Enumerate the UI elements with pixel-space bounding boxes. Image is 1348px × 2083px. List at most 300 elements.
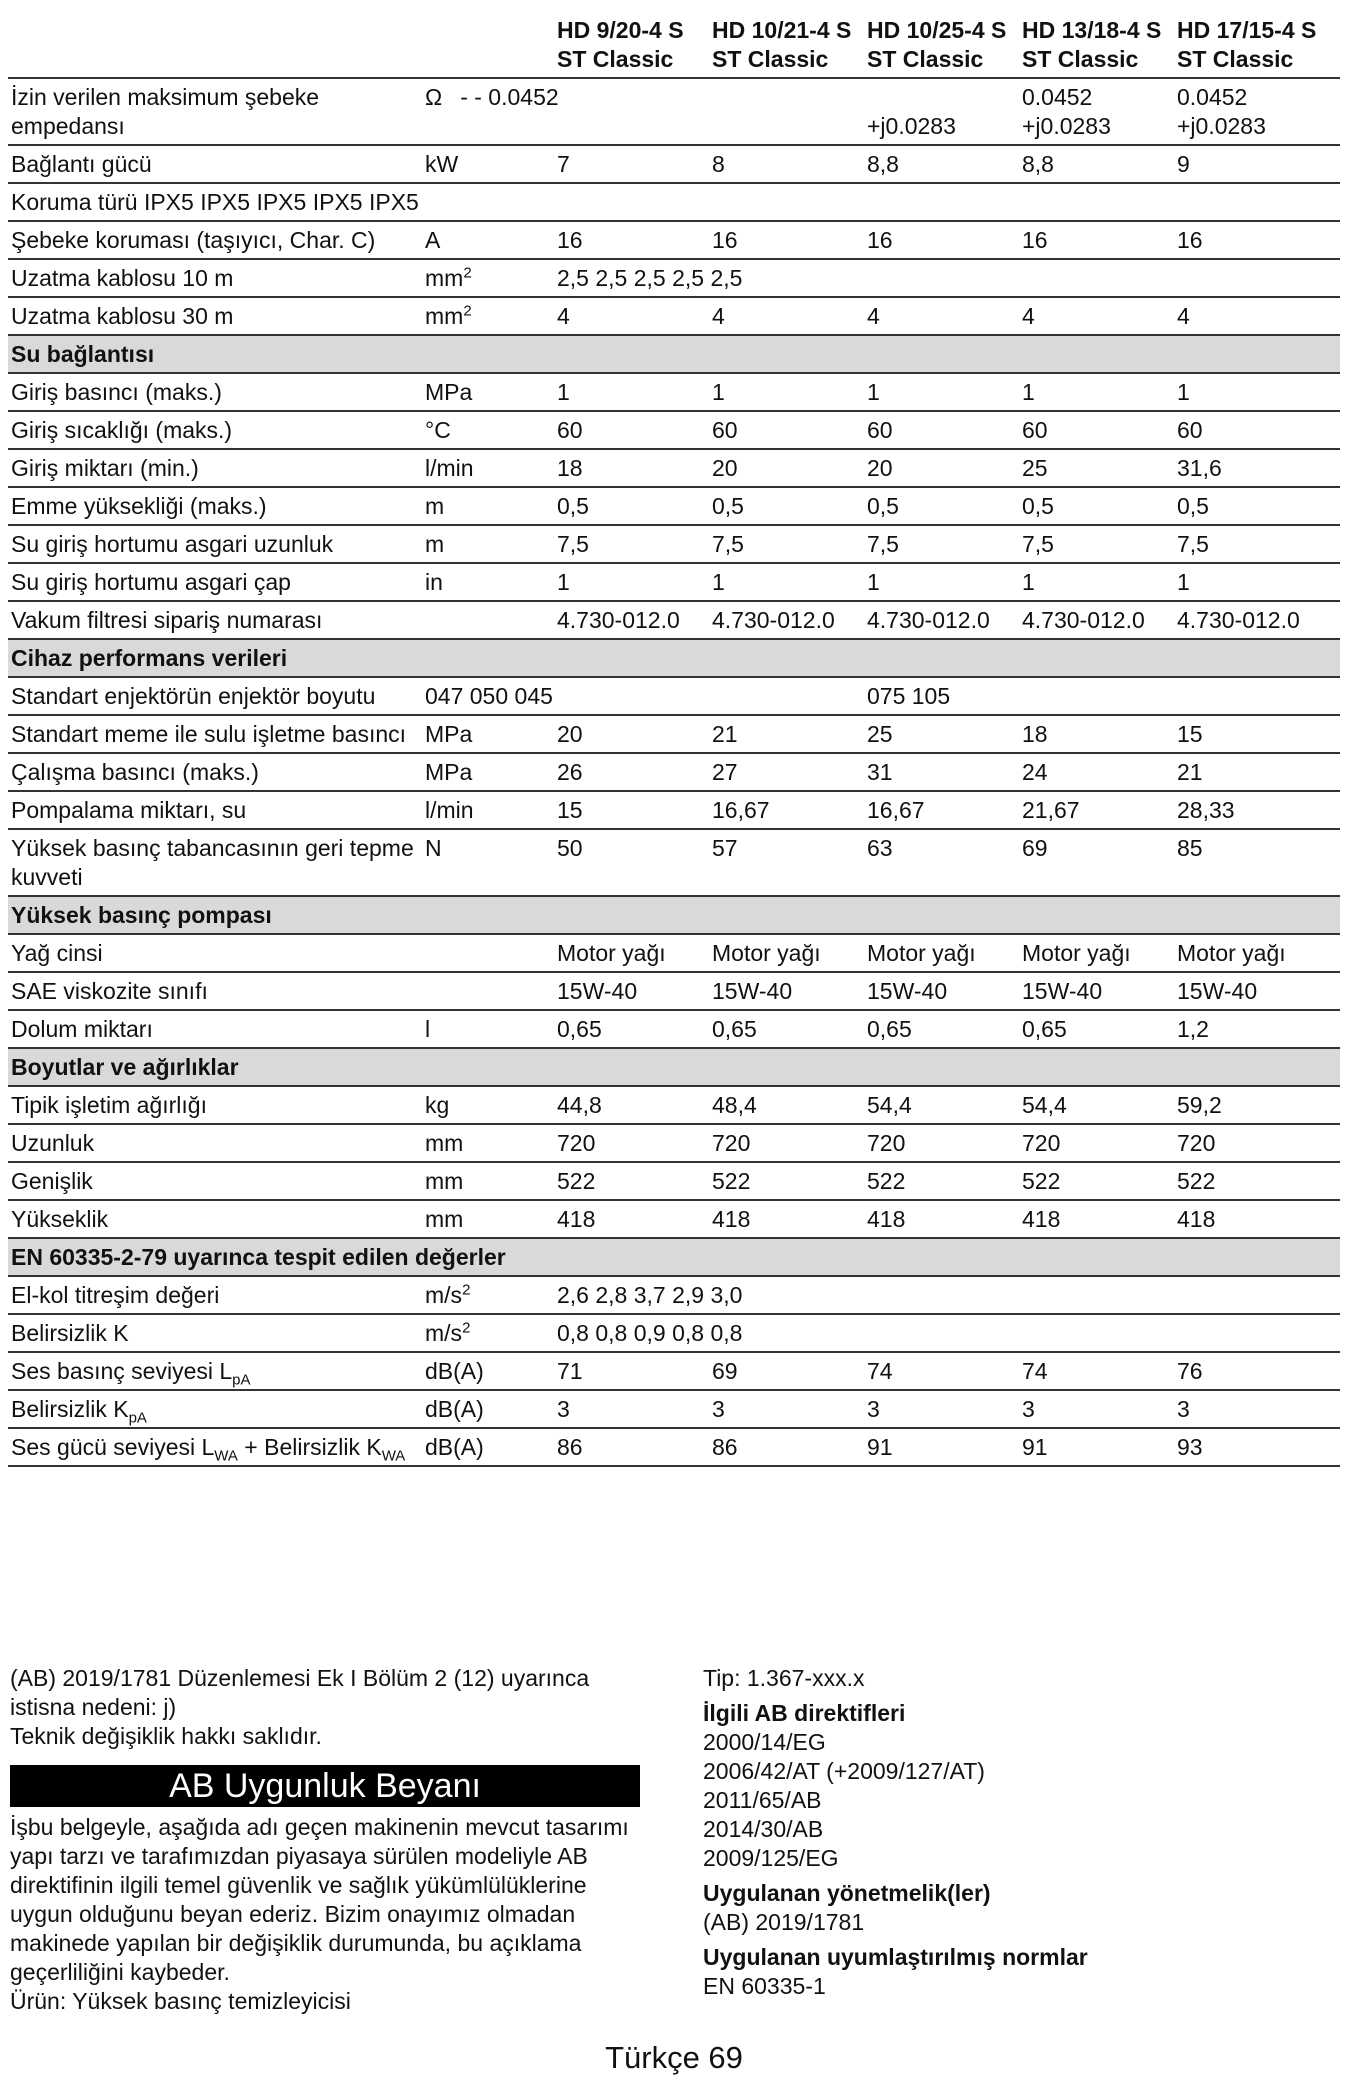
value-cell	[1019, 525, 1174, 563]
row-label-text: İzin verilen maksimum şebeke empedansı	[11, 84, 320, 139]
value-cell	[1019, 1352, 1174, 1390]
table-row	[8, 221, 1340, 259]
row-label	[8, 183, 1340, 221]
value-cell	[554, 934, 709, 972]
value-cell-text: 15W-40	[867, 978, 948, 1004]
row-label-text: Belirsizlik K	[11, 1320, 129, 1346]
value-cell-text: 69	[1022, 835, 1048, 861]
row-label-text: Uzunluk	[11, 1130, 95, 1156]
value-cell	[1019, 1086, 1174, 1124]
product-line: Ürün: Yüksek basınç temizleyicisi	[10, 1988, 351, 2014]
value-cell	[864, 1390, 1019, 1428]
unit-cell	[422, 1314, 554, 1352]
value-cell-text: 27	[712, 759, 738, 785]
value-cell-text: 3	[557, 1396, 570, 1422]
row-label-text: Emme yüksekliği (maks.)	[11, 493, 267, 519]
value-cell-text: 4	[712, 303, 725, 329]
table-row	[8, 677, 1340, 715]
section-title-text: Yüksek basınç pompası	[11, 902, 272, 928]
row-label-text: Su giriş hortumu asgari uzunluk	[11, 531, 334, 557]
value-cell	[1019, 1390, 1174, 1428]
value-cell	[554, 221, 709, 259]
row-label-text: Şebeke koruması (taşıyıcı, Char. C)	[11, 227, 376, 253]
value-cell	[1019, 373, 1174, 411]
value-cell-text: 3	[1177, 1396, 1190, 1422]
table-row	[8, 1314, 1340, 1352]
value-cell-text: 720	[867, 1130, 906, 1156]
unit-cell	[422, 829, 554, 896]
header-cell-text: HD 13/18-4 S ST Classic	[1022, 17, 1162, 72]
row-label	[8, 221, 422, 259]
directive-item: 2014/30/AB	[703, 1816, 824, 1842]
value-cell-text: 4.730-012.0	[712, 607, 835, 633]
value-cell-text: 59,2	[1177, 1092, 1222, 1118]
value-cell	[864, 934, 1019, 972]
unit-cell-text: A	[425, 227, 441, 253]
unit-cell	[422, 715, 554, 753]
row-label-text: Yükseklik	[11, 1206, 109, 1232]
value-cell-text: 15	[557, 797, 583, 823]
value-cell-text: 25	[867, 721, 893, 747]
unit-cell-text: l	[425, 1016, 431, 1042]
value-cell-text: 31	[867, 759, 893, 785]
value-cell-text: 54,4	[1022, 1092, 1067, 1118]
section-title-text: Su bağlantısı	[11, 341, 155, 367]
value-cell	[1174, 487, 1340, 525]
value-cell	[709, 1124, 864, 1162]
table-header-row	[8, 12, 1340, 78]
row-label-text: Belirsizlik K	[11, 1396, 129, 1422]
value-cell-text: 1	[1022, 569, 1035, 595]
technical-change-note: Teknik değişiklik hakkı saklıdır.	[10, 1723, 322, 1749]
value-cell-text: 44,8	[557, 1092, 602, 1118]
value-cell-text: 54,4	[867, 1092, 912, 1118]
value-cell-text: 720	[557, 1130, 596, 1156]
value-cell-text: 16	[712, 227, 738, 253]
row-label-text: Pompalama miktarı, su	[11, 797, 247, 823]
value-cell-text: 91	[867, 1434, 893, 1460]
declaration-banner: AB Uygunluk Beyanı	[10, 1765, 640, 1807]
row-label	[8, 753, 422, 791]
value-cell-text: Motor yağı	[557, 940, 666, 966]
value-cell-text: 24	[1022, 759, 1048, 785]
unit-cell-text: dB(A)	[425, 1358, 484, 1384]
value-cell-text: 50	[557, 835, 583, 861]
value-cell	[864, 221, 1019, 259]
unit-cell-text: mm	[425, 1168, 464, 1194]
right-column	[703, 1664, 1323, 2001]
value-cell-text: 418	[867, 1206, 906, 1232]
value-cell-text: 18	[1022, 721, 1048, 747]
value-cell-text: 15	[1177, 721, 1203, 747]
value-cell	[709, 1200, 864, 1238]
unit-cell-text: mm	[425, 265, 464, 291]
table-row	[8, 183, 1340, 221]
value-cell-text: 0,65	[867, 1016, 912, 1042]
value-cell-text: 28,33	[1177, 797, 1235, 823]
value-cell	[864, 677, 1340, 715]
value-cell-text: 522	[867, 1168, 906, 1194]
directive-item: 2011/65/AB	[703, 1787, 822, 1813]
value-cell-text: 522	[1022, 1168, 1061, 1194]
row-label	[8, 78, 422, 145]
value-cell	[709, 601, 864, 639]
row-label-text: Uzatma kablosu 10 m	[11, 265, 234, 291]
value-cell	[709, 934, 864, 972]
value-cell	[1174, 78, 1340, 145]
value-text: - - 0.0452	[460, 84, 559, 110]
unit-cell-text: l/min	[425, 797, 474, 823]
value-cell-text: 60	[1177, 417, 1203, 443]
exemption-note: (AB) 2019/1781 Düzenlemesi Ek I Bölüm 2 (12) uyarınca istisna nedeni: j)	[10, 1665, 590, 1720]
row-label	[8, 1276, 422, 1314]
row-label-text: Bağlantı gücü	[11, 151, 152, 177]
row-label	[8, 373, 422, 411]
value-cell	[1174, 525, 1340, 563]
value-cell-text: 21	[1177, 759, 1203, 785]
table-row	[8, 259, 1340, 297]
value-cell	[864, 411, 1019, 449]
table-row	[8, 1428, 1340, 1466]
value-cell-text: 16	[1177, 227, 1203, 253]
unit-cell-text: m	[425, 531, 445, 557]
row-label	[8, 829, 422, 896]
value-cell-text: 20	[712, 455, 738, 481]
value-cell	[864, 972, 1019, 1010]
value-cell-text: 0,5	[712, 493, 744, 519]
table-row	[8, 563, 1340, 601]
value-cell	[709, 449, 864, 487]
unit-cell	[422, 1390, 554, 1428]
table-row	[8, 449, 1340, 487]
row-label-text: Vakum filtresi sipariş numarası	[11, 607, 323, 633]
value-cell-text: 26	[557, 759, 583, 785]
row-label	[8, 1352, 422, 1390]
value-cell	[1174, 715, 1340, 753]
header-cell	[1174, 12, 1340, 78]
value-cell-text: 7,5	[1177, 531, 1209, 557]
value-cell-text: 0,5	[557, 493, 589, 519]
value-cell	[1174, 563, 1340, 601]
value-cell	[709, 297, 864, 335]
value-cell	[554, 1390, 709, 1428]
value-cell	[709, 753, 864, 791]
value-cell	[1174, 411, 1340, 449]
value-cell	[554, 373, 709, 411]
value-cell	[1174, 1352, 1340, 1390]
value-cell-text: 0,8 0,8 0,9 0,8 0,8	[557, 1320, 743, 1346]
value-cell	[1174, 449, 1340, 487]
value-cell-text: 4.730-012.0	[1177, 607, 1300, 633]
row-label-text: Standart enjektörün enjektör boyutu	[11, 683, 376, 709]
value-cell-text: 1	[1177, 379, 1190, 405]
value-cell-text: 16	[557, 227, 583, 253]
table-row	[8, 78, 1340, 145]
value-cell	[864, 373, 1019, 411]
unit-cell-text: °C	[425, 417, 451, 443]
row-label	[8, 1162, 422, 1200]
unit-cell	[422, 972, 554, 1010]
value-cell	[1019, 972, 1174, 1010]
value-cell	[1019, 753, 1174, 791]
value-cell	[1019, 411, 1174, 449]
value-cell	[864, 791, 1019, 829]
value-cell	[709, 1162, 864, 1200]
value-cell	[554, 1200, 709, 1238]
value-cell	[1174, 829, 1340, 896]
value-cell	[1019, 601, 1174, 639]
section-title	[8, 639, 1340, 677]
header-cell	[554, 12, 709, 78]
label-subscript: WA	[381, 1447, 406, 1465]
unit-cell	[422, 297, 554, 335]
section-title	[8, 335, 1340, 373]
value-cell-text: 7,5	[557, 531, 589, 557]
section-header-row	[8, 335, 1340, 373]
value-cell	[554, 1124, 709, 1162]
value-cell-text: 86	[557, 1434, 583, 1460]
table-row	[8, 411, 1340, 449]
value-cell	[709, 525, 864, 563]
value-cell-text: 74	[1022, 1358, 1048, 1384]
value-cell	[709, 1086, 864, 1124]
unit-cell	[422, 1010, 554, 1048]
unit-cell	[422, 563, 554, 601]
row-label	[8, 1200, 422, 1238]
value-cell	[864, 1352, 1019, 1390]
unit-cell	[422, 1352, 554, 1390]
value-cell-text: 21,67	[1022, 797, 1080, 823]
value-cell	[1174, 1086, 1340, 1124]
row-label	[8, 563, 422, 601]
unit-cell-text: in	[425, 569, 443, 595]
row-label	[8, 791, 422, 829]
value-cell-text: 76	[1177, 1358, 1203, 1384]
value-cell-text: 0,65	[1022, 1016, 1067, 1042]
value-cell	[1174, 1162, 1340, 1200]
value-cell	[1019, 297, 1174, 335]
row-label	[8, 1124, 422, 1162]
value-cell	[709, 715, 864, 753]
value-cell-text: Motor yağı	[867, 940, 976, 966]
section-title-text: EN 60335-2-79 uyarınca tespit edilen değerler	[11, 1244, 506, 1270]
value-cell	[709, 829, 864, 896]
value-cell	[554, 1162, 709, 1200]
unit-cell-text: l/min	[425, 455, 474, 481]
unit-cell	[422, 1200, 554, 1238]
value-cell	[709, 791, 864, 829]
value-cell	[1174, 753, 1340, 791]
row-label-text: Ses gücü seviyesi L	[11, 1434, 215, 1460]
row-label-text: Ses basınç seviyesi L	[11, 1358, 233, 1384]
unit-cell	[422, 753, 554, 791]
value-cell	[1019, 829, 1174, 896]
value-cell	[1174, 1390, 1340, 1428]
value-cell	[1019, 145, 1174, 183]
value-cell	[554, 1086, 709, 1124]
value-cell	[1174, 1124, 1340, 1162]
value-cell-text: 91	[1022, 1434, 1048, 1460]
unit-cell-text: m/s	[425, 1320, 463, 1346]
table-row	[8, 145, 1340, 183]
unit-cell	[422, 934, 554, 972]
value-cell-text: 16,67	[712, 797, 770, 823]
table-row	[8, 1086, 1340, 1124]
value-cell	[554, 411, 709, 449]
value-cell	[554, 1428, 709, 1466]
row-label	[8, 934, 422, 972]
value-cell	[1019, 563, 1174, 601]
unit-cell	[422, 1124, 554, 1162]
value-cell	[709, 1428, 864, 1466]
norms-heading: Uygulanan uyumlaştırılmış normlar	[703, 1944, 1088, 1970]
table-row	[8, 791, 1340, 829]
value-cell	[864, 145, 1019, 183]
value-cell-text: 21	[712, 721, 738, 747]
value-cell	[554, 1314, 1340, 1352]
unit-cell-text: Ω	[425, 84, 443, 110]
unit-superscript: 2	[462, 1281, 471, 1299]
value-cell	[554, 1010, 709, 1048]
value-cell	[1019, 449, 1174, 487]
row-label-text: Tipik işletim ağırlığı	[11, 1092, 207, 1118]
label-subscript: WA	[214, 1447, 238, 1465]
value-cell-text: 85	[1177, 835, 1203, 861]
value-cell	[864, 1010, 1019, 1048]
row-label	[8, 259, 422, 297]
value-cell	[554, 449, 709, 487]
value-cell	[864, 753, 1019, 791]
value-cell-text: 20	[867, 455, 893, 481]
section-title	[8, 896, 1340, 934]
value-cell-text: 4	[867, 303, 880, 329]
unit-cell-text: kW	[425, 151, 459, 177]
row-label-text: Standart meme ile sulu işletme basıncı	[11, 721, 407, 747]
value-cell-text: 20	[557, 721, 583, 747]
value-cell-text: 418	[557, 1206, 596, 1232]
value-cell	[1174, 934, 1340, 972]
value-cell	[1019, 1010, 1174, 1048]
unit-cell	[422, 411, 554, 449]
value-cell-text: 60	[557, 417, 583, 443]
section-title-text: Boyutlar ve ağırlıklar	[11, 1054, 239, 1080]
value-cell-text: 93	[1177, 1434, 1203, 1460]
value-cell	[1174, 972, 1340, 1010]
table-row	[8, 1390, 1340, 1428]
value-cell	[864, 487, 1019, 525]
header-cell	[864, 12, 1019, 78]
value-cell-text: 8,8	[867, 151, 899, 177]
header-cell-text: HD 10/21-4 S ST Classic	[712, 17, 852, 72]
value-cell	[709, 221, 864, 259]
value-cell-text: 16	[867, 227, 893, 253]
value-cell-text: 1	[1177, 569, 1190, 595]
value-cell-text: 3	[712, 1396, 725, 1422]
table-row	[8, 1352, 1340, 1390]
section-header-row	[8, 1238, 1340, 1276]
value-cell	[1019, 78, 1174, 145]
value-cell-text: 15W-40	[712, 978, 793, 1004]
value-cell	[554, 972, 709, 1010]
unit-superscript: 2	[462, 1319, 471, 1337]
table-row	[8, 753, 1340, 791]
table-row	[8, 373, 1340, 411]
value-cell	[554, 791, 709, 829]
value-cell-text: 1	[557, 569, 570, 595]
unit-cell-text: m	[425, 493, 445, 519]
row-label	[8, 487, 422, 525]
value-cell	[864, 563, 1019, 601]
value-cell	[1019, 715, 1174, 753]
section-title-text: Cihaz performans verileri	[11, 645, 288, 671]
value-cell	[709, 78, 864, 145]
value-cell-text: 0,5	[867, 493, 899, 519]
directive-item: 2000/14/EG	[703, 1729, 826, 1755]
table-row	[8, 487, 1340, 525]
value-cell-text: 69	[712, 1358, 738, 1384]
value-cell-text: Motor yağı	[1177, 940, 1286, 966]
value-cell-text: +j0.0283	[867, 113, 956, 139]
row-label	[8, 449, 422, 487]
value-cell	[554, 1276, 1340, 1314]
unit-cell	[422, 1276, 554, 1314]
value-cell	[1019, 487, 1174, 525]
value-cell	[1019, 221, 1174, 259]
value-cell-text: 1	[712, 379, 725, 405]
directive-item: 2006/42/AT (+2009/127/AT)	[703, 1758, 985, 1784]
value-cell-text: 7,5	[712, 531, 744, 557]
value-cell	[554, 145, 709, 183]
unit-cell-text: m/s	[425, 1282, 463, 1308]
value-cell-text: 57	[712, 835, 738, 861]
value-cell-text: 15W-40	[1022, 978, 1103, 1004]
unit-cell	[422, 525, 554, 563]
value-cell	[554, 715, 709, 753]
unit-cell	[422, 1162, 554, 1200]
unit-cell	[422, 791, 554, 829]
value-cell-text: 7,5	[867, 531, 899, 557]
row-label-text: Giriş miktarı (min.)	[11, 455, 199, 481]
unit-cell-text: mm	[425, 303, 464, 329]
value-cell-text: Motor yağı	[712, 940, 821, 966]
value-cell	[1174, 373, 1340, 411]
value-cell-text: 522	[557, 1168, 596, 1194]
unit-cell	[422, 221, 554, 259]
type-line: Tip: 1.367-xxx.x	[703, 1665, 865, 1691]
row-label	[8, 601, 422, 639]
value-cell-text: 4.730-012.0	[557, 607, 680, 633]
value-cell-text: 720	[712, 1130, 751, 1156]
value-cell	[554, 525, 709, 563]
value-cell	[1174, 1200, 1340, 1238]
value-cell-text: 075 105	[867, 683, 951, 709]
header-cell	[709, 12, 864, 78]
value-cell	[864, 1200, 1019, 1238]
label-subscript: pA	[128, 1409, 147, 1427]
row-label	[8, 145, 422, 183]
table-row	[8, 601, 1340, 639]
header-cell-text: HD 9/20-4 S ST Classic	[557, 17, 684, 72]
value-cell	[864, 715, 1019, 753]
section-title	[8, 1048, 1340, 1086]
unit-cell	[422, 449, 554, 487]
value-cell-text: 1	[1022, 379, 1035, 405]
row-label	[8, 525, 422, 563]
row-label	[8, 411, 422, 449]
header-cell-text: HD 17/15-4 S ST Classic	[1177, 17, 1317, 72]
unit-cell-text: dB(A)	[425, 1434, 484, 1460]
row-label-text: Giriş sıcaklığı (maks.)	[11, 417, 233, 443]
